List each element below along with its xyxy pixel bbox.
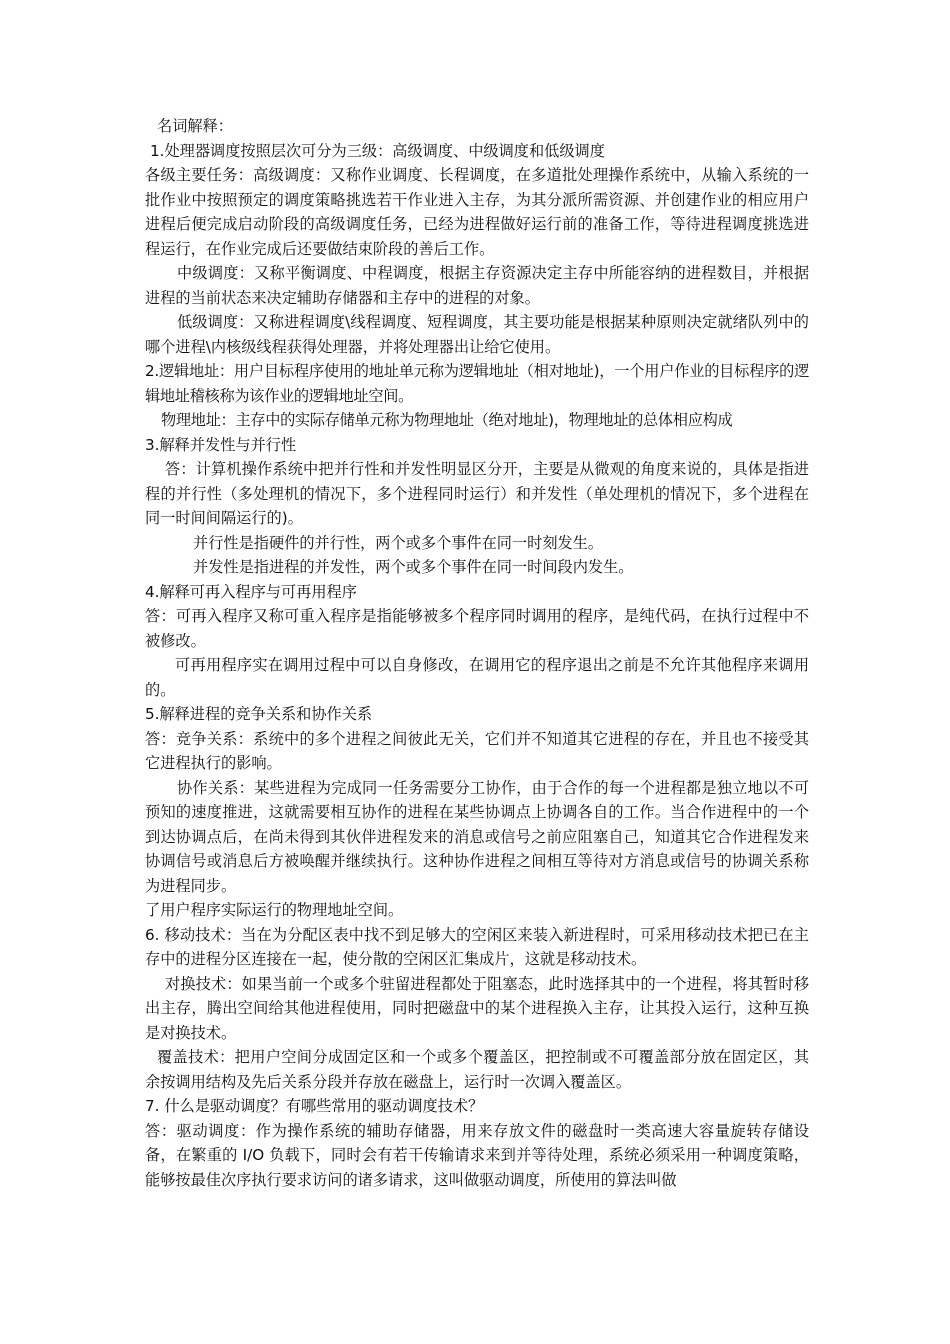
item-2-logical-address: 2.逻辑地址：用户目标程序使用的地址单元称为逻辑地址（相对地址)，一个用户作业的目标程序的逻辑地址稽核称为该作业的逻辑地址空间。	[145, 362, 809, 405]
item-5-heading: 5.解释进程的竞争关系和协作关系	[145, 705, 373, 723]
paragraph-concurrency-answer: 答：计算机操作系统中把并行性和并发性明显区分开，主要是从微观的角度来说的，具体是指进程的并行性（多处理机的情况下，多个进程同时运行）和并发性（单处理机的情况下，多个进程在同一时间间隔运行的)。	[145, 460, 809, 527]
paragraph-competition-relation: 答：竞争关系：系统中的多个进程之间彼此无关，它们并不知道其它进程的存在，并且也不接受其它进程执行的影响。	[145, 729, 809, 772]
paragraph-mid-level-scheduling: 中级调度：又称平衡调度、中程调度，根据主存资源决定主存中所能容纳的进程数目，并根据进程的当前状态来决定辅助存储器和主存中的进程的对象。	[145, 264, 809, 307]
item-3-heading: 3.解释并发性与并行性	[145, 435, 297, 454]
item-6-move-technique: 6. 移动技术：当在为分配区表中找不到足够大的空闲区来装入新进程时，可采用移动技术把已在主存中的进程分区连接在一起，使分散的空闲区汇集成片，这就是移动技术。	[145, 925, 809, 968]
paragraph-physical-space-fragment: 了用户程序实际运行的物理地址空间。	[145, 901, 404, 919]
paragraph-parallelism: 并行性是指硬件的并行性，两个或多个事件在同一时刻发生。	[193, 533, 604, 552]
document-page	[145, 114, 809, 1192]
paragraph-physical-address: 物理地址：主存中的实际存储单元称为物理地址（绝对地址)，物理地址的总体相应构成	[161, 411, 733, 429]
item-7-heading: 7. 什么是驱动调度？有哪些常用的驱动调度技术？	[145, 1097, 484, 1115]
section-heading-terms: 名词解释：	[157, 117, 233, 135]
item-4-heading: 4.解释可再入程序与可再用程序	[145, 582, 357, 601]
paragraph-low-level-scheduling: 低级调度：又称进程调度\线程调度、短程调度，其主要功能是根据某种原则决定就绪队列中的哪个进程\内核级线程获得处理器，并将处理器出让给它使用。	[145, 313, 809, 356]
paragraph-overlay-technique: 覆盖技术：把用户空间分成固定区和一个或多个覆盖区，把控制或不可覆盖部分放在固定区，其余按调用结构及先后关系分段并存放在磁盘上，运行时一次调入覆盖区。	[145, 1048, 809, 1091]
paragraph-concurrency: 并发性是指进程的并发性，两个或多个事件在同一时间段内发生。	[193, 558, 634, 576]
paragraph-reentrant-answer: 答：可再入程序又称可重入程序是指能够被多个程序同时调用的程序，是纯代码，在执行过程中不被修改。	[145, 607, 809, 650]
paragraph-high-level-scheduling: 各级主要任务：高级调度：又称作业调度、长程调度，在多道批处理操作系统中，从输入系统的一批作业中按照预定的调度策略挑选若干作业进入主存，为其分派所需资源、并创建作业的相应用户进程后便完成启动阶段的高级调度任务，已经为进程做好运行前的准备工作，等待进程调度挑选进程运行，在作业完成后还要做结束阶段的善后工作。	[145, 166, 809, 258]
paragraph-swap-technique: 对换技术：如果当前一个或多个驻留进程都处于阻塞态，此时选择其中的一个进程，将其暂时移出主存，腾出空间给其他进程使用，同时把磁盘中的某个进程换入主存，让其投入运行，这种互换是对换技术。	[145, 974, 809, 1042]
paragraph-reusable-program: 可再用程序实在调用过程中可以自身修改，在调用它的程序退出之前是不允许其他程序来调用的。	[145, 656, 809, 699]
paragraph-drive-scheduling: 答：驱动调度：作为操作系统的辅助存储器，用来存放文件的磁盘时一类高速大容量旋转存储设备，在繁重的 I/O 负载下，同时会有若干传输请求来到并等待处理，系统必须采用一种调度策略，能够按最佳次序执行要求访问的诸多请求，这叫做驱动调度，所使用的算法叫做	[145, 1121, 809, 1189]
paragraph-cooperation-relation: 协作关系：某些进程为完成同一任务需要分工协作，由于合作的每一个进程都是独立地以不可预知的速度推进，这就需要相互协作的进程在某些协调点上协调各自的工作。当合作进程中的一个到达协调点后，在尚未得到其伙伴进程发来的消息或信号之前应阻塞自己，知道其它合作进程发来协调信号或消息后方被唤醒并继续执行。这种协作进程之间相互等待对方消息或信号的协调关系称为进程同步。	[145, 778, 809, 895]
item-1-heading: 1.处理器调度按照层次可分为三级：高级调度、中级调度和低级调度	[150, 141, 605, 160]
